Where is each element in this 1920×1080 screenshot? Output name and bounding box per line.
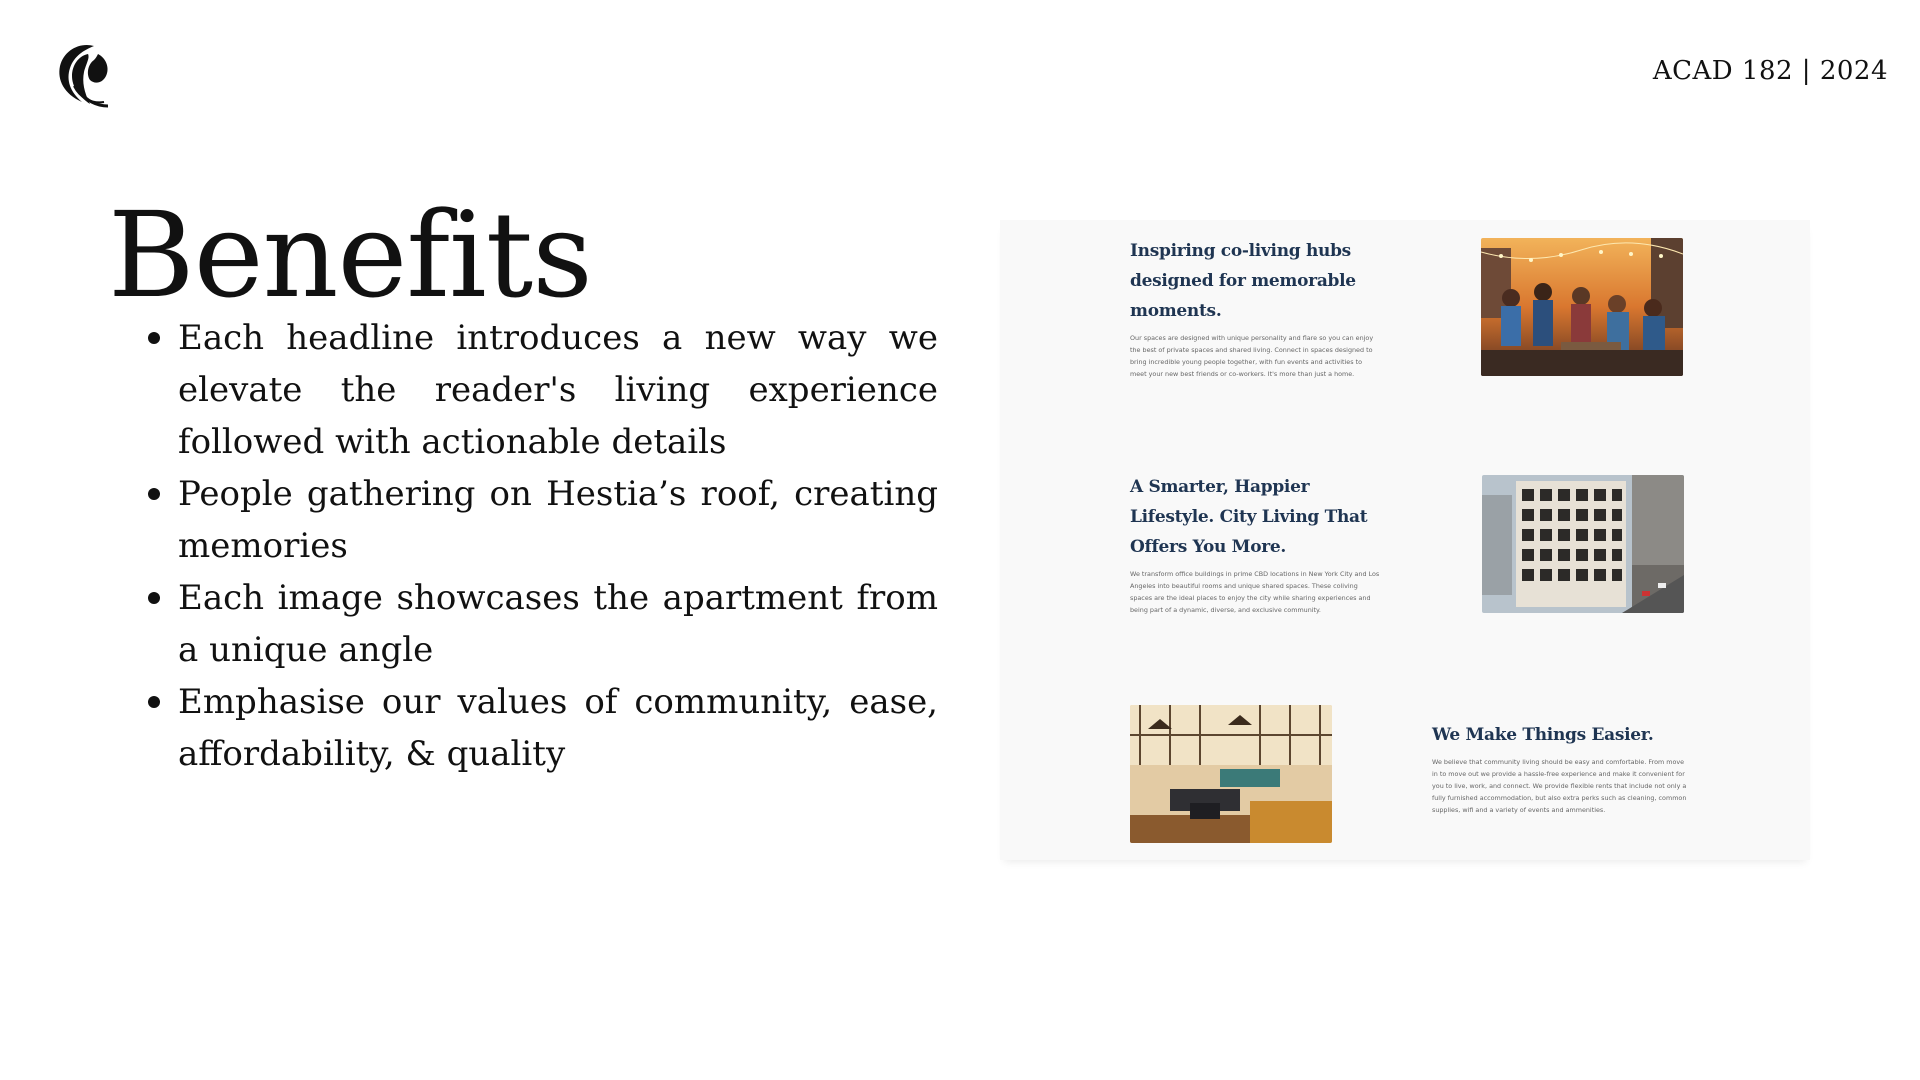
section-body: Our spaces are designed with unique personality and flare so you can enjoy the best of private spaces and shared living. Connect in spaces designed to bring incredible young people together, with fun events and activities to meet your new best friends or co-workers. It's more than just a home. bbox=[1130, 334, 1374, 378]
section-heading: We Make Things Easier. bbox=[1432, 725, 1654, 745]
benefit-list bbox=[178, 312, 938, 780]
hestia-logo bbox=[50, 40, 112, 108]
section-heading: A Smarter, Happier Lifestyle. City Living That Offers You More. bbox=[1130, 477, 1368, 557]
course-label: ACAD 182 | 2024 bbox=[1652, 56, 1888, 86]
website-preview bbox=[1000, 220, 1810, 860]
section-heading: Inspiring co-living hubs designed for memorable moments. bbox=[1130, 241, 1356, 321]
rooftop-party-photo bbox=[1481, 238, 1683, 376]
section-body: We believe that community living should be easy and comfortable. From move in to move out we provide a hassle-free experience and make it convenient for you to live, work, and connect. We provide flexible rents that include not only a fully furnished accommodation, but also extra perks such as cleaning, common supplies, wifi and a variety of events and ammenities. bbox=[1432, 758, 1687, 814]
lounge-photo bbox=[1130, 705, 1332, 843]
slide-title: Benefits bbox=[108, 186, 592, 324]
building-photo bbox=[1482, 475, 1684, 613]
list-item: People gathering on Hestia’s roof, creating memories bbox=[178, 468, 938, 572]
preview-section-lifestyle bbox=[1130, 472, 1380, 616]
list-item: Each image showcases the apartment from a unique angle bbox=[178, 572, 938, 676]
section-body: We transform office buildings in prime CBD locations in New York City and Los Angeles into beautiful rooms and unique shared spaces. These coliving spaces are the ideal places to enjoy the city while sharing experiences and being part of a dynamic, diverse, and exclusive community. bbox=[1130, 570, 1380, 614]
preview-section-ease bbox=[1432, 720, 1687, 816]
list-item: Each headline introduces a new way we elevate the reader's living experience followed with actionable details bbox=[178, 312, 938, 468]
preview-section-community bbox=[1130, 236, 1380, 380]
list-item: Emphasise our values of community, ease, affordability, & quality bbox=[178, 676, 938, 780]
